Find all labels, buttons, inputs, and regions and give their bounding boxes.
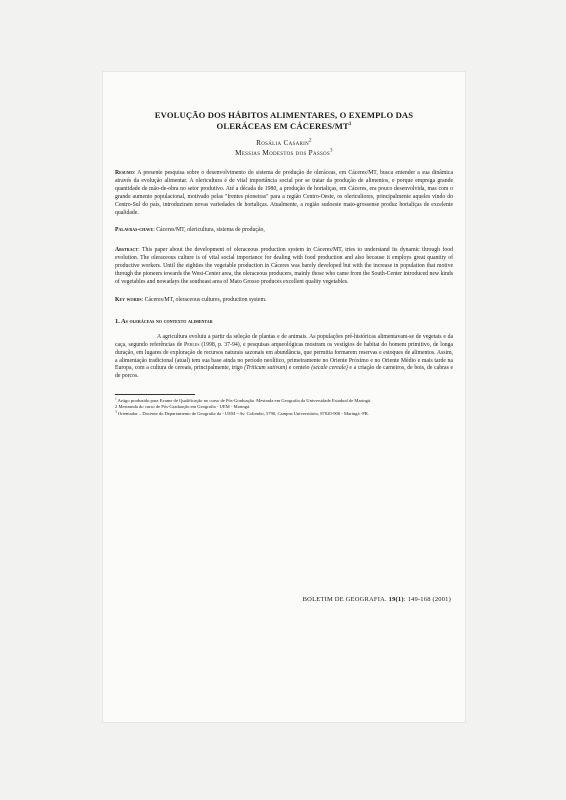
title-footnote-mark: 1 — [348, 121, 352, 127]
footnotes — [115, 398, 453, 417]
author-2 — [115, 149, 453, 159]
key-words-text: : Cáceres/MT, oleraceous cultures, production system. — [141, 296, 267, 303]
resumo-text: : A presente pesquisa sobre o desenvolvimento do sistema de produção de oleráceas, em Cáceres/MT, busca entender a sua dinâmica através da evolução alimentar. A olericultura é de vital importância social por se tratar da produção de alimentos, e porque emprega grande quantidade de mão-de-obra no setor produtivo. Até a década de 1980, a produção de hortaliças, em Cáceres, era pouco desenvolvida, mas com o grande aumento populacional, motivado pelas "frentes pioneiras" para a região Centro-Oeste, os olericultores, principalmente aqueles vindo do Centro-Sul do país, introduziram novas variedades de hortaliças. Atualmente, a região sudoeste mato-grossense produz hortaliças de excelente qualidade. — [115, 170, 453, 216]
article-title — [115, 110, 453, 131]
article-content — [115, 110, 453, 417]
body-text-2: (1998, p. 37-94), e pesquisas arqueológicas mostram os vestígios de habitat do homem primitivo, de longa duração, em lugares de exploração de recursos naturais sazonais em abundância, que permitia formarem reservas e estoques de alimentos. Assim, a alimentação tradicional (atual) tem sua base ainda no período neolítico, primeiramente no Oriente Próximo e no Oriente Médio e mais tarde na Europa, com a cultura de cereais, principalmente, trigo — [115, 341, 454, 372]
section-body-paragraph — [115, 334, 453, 381]
journal-volume: 19(1) — [388, 596, 404, 603]
footnote-3 — [115, 411, 453, 417]
resumo-paragraph — [115, 170, 453, 217]
author-1 — [115, 139, 453, 149]
title-line-2-text: OLERÁCEAS EM CÁCERES/MT — [216, 120, 349, 131]
body-text-3: e centeio — [287, 365, 312, 372]
key-words-paragraph — [115, 297, 453, 305]
section-heading — [115, 318, 453, 326]
footnote-1-text: Artigo produzido para Exame de Qualificação no curso de Pós-Graduação. Mestrada em Geografia da Universidade Estadual de Maringá. — [116, 398, 372, 404]
footnote-divider — [115, 394, 195, 395]
abstract-text: : This paper about the development of oleraceous production system in Cáceres/MT, tries to understand its dynamic through food evolution. The oleraceous culture is of vital social importance for dealing with food production and also because it employs great quantity of productive workers. Until the eighties the vegetable production in Cáceres was barely developed but with the increase in population that motive through the pioneers towards the West-Center area, the oleraceous producers, mainly those who came from the South-Center introduced new kinds of vegetables and nowadays the southeast area of Mato Grosso produces excellent quality vegetables. — [115, 247, 453, 285]
footnote-3-text: Orientador – Docente do Departamento de Geografia da - UEM --Av. Colombo, 5790, Campus Universitário, 87020-900 - Maringá -PR. — [116, 410, 369, 416]
footnote-1-mark: 1 — [115, 396, 117, 401]
resumo-label: Resumo — [115, 170, 134, 176]
cited-author: Perles — [184, 341, 200, 348]
palavras-chave-label: Palavras-chave — [115, 227, 154, 234]
latin-name-2: (secale cereale) — [311, 365, 348, 372]
author-2-name: Messias Modestos dos Passos — [235, 148, 331, 157]
key-words-label: Key words — [115, 296, 142, 303]
authors — [115, 139, 453, 158]
palavras-chave-paragraph — [115, 227, 453, 235]
abstract-label: Abstract — [115, 247, 139, 254]
author-1-footnote-mark: 2 — [309, 138, 312, 144]
paper-page — [103, 72, 465, 722]
author-1-name: Rosália Casarin — [256, 139, 310, 147]
title-line-2 — [115, 121, 453, 132]
journal-pages: : 149-168 (2001) — [403, 596, 451, 603]
abstract-paragraph — [115, 247, 453, 287]
section-number: 1. — [115, 317, 120, 325]
section-title: As oleráceas no contexto alimentar — [121, 317, 213, 325]
journal-citation — [303, 596, 451, 603]
footnote-2-text: 2 Mestranda do curso de Pós-Graduação em Geografia - UEM - Maringá. — [115, 404, 251, 410]
author-2-footnote-mark: 3 — [330, 148, 333, 154]
footnote-3-mark: 3 — [115, 409, 117, 414]
title-line-1: EVOLUÇÃO DOS HÁBITOS ALIMENTARES, O EXEMPLO DAS — [154, 110, 414, 120]
body-text-4: e a criação de carneiros, de bois, de cabras e de porcos. — [115, 365, 454, 380]
journal-name: BOLETIM DE GEOGRAFIA. — [302, 596, 389, 603]
latin-name-1: (Triticum sativum) — [244, 365, 288, 372]
body-text-1: A agricultura evoluiu a partir da seleção de plantas e de animais. As populações pré-históricas alimentavam-se de vegetais e da caça, segundo referências de — [115, 333, 453, 348]
palavras-chave-text: : Cáceres/MT, olericultura, sistema de produção, — [153, 227, 265, 234]
